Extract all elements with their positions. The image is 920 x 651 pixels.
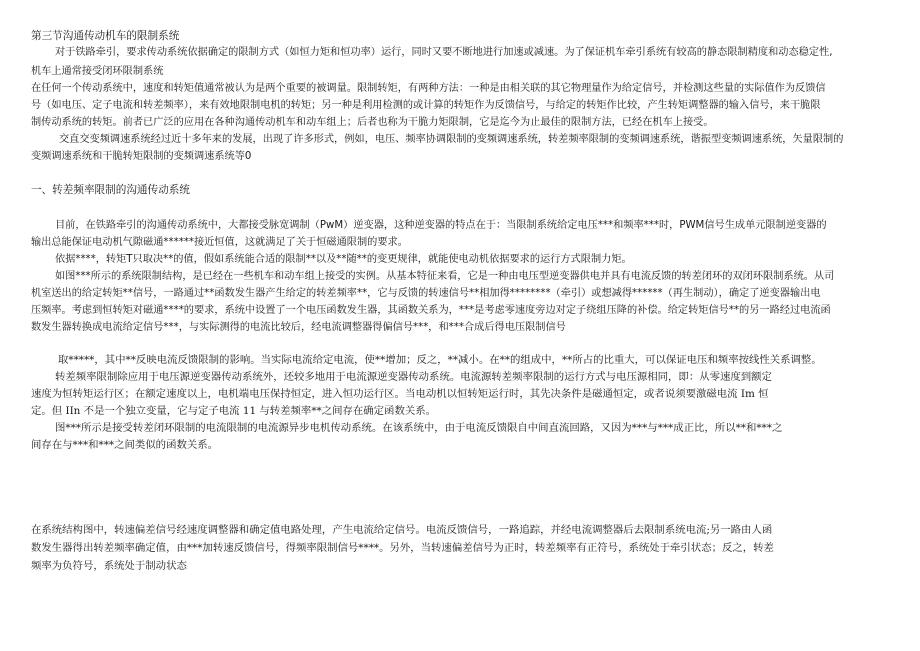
paragraph-line: 速度为恒转矩运行区；在额定速度以上，电机端电压保持恒定，进入恒功运行区。当电动机以恒转矩运行时，其先决条件是磁通恒定，或者说须要激磁电流 Im 恒	[31, 388, 769, 400]
paragraph-line: 转差频率限制除应用于电压源逆变器传动系统外，还较多地用于电流源逆变器传动系统。电流源转差频率限制的运行方式与电压源相同，即：从零速度到额定	[55, 371, 772, 383]
paragraph-line: 变频调速系统和干脆转矩限制的变频调速系统等0	[31, 151, 252, 162]
subheading: 一、转差频率限制的沟通传动系统	[31, 184, 190, 196]
paragraph-line: 机室送出的给定转矩**信号，一路通过**函数发生器产生给定的转差频率**，它与反馈的转速信号**相加得********（牵引）或想减得******（再生制动），确定了逆变器输出电	[31, 288, 821, 299]
paragraph-line: 输出总能保证电动机气隙磁通******接近恒值，这就满足了关于恒磁通限制的要求。	[31, 237, 408, 248]
paragraph-line: 在系统结构图中，转速偏差信号经速度调整器和确定值电路处理，产生电流给定信号。电流反馈信号，一路追踪，并经电流调整器后去限制系统电流;另一路由人函	[31, 524, 773, 536]
paragraph-line: 间存在与***和***之间类似的函数关系。	[31, 439, 219, 451]
paragraph-line: 如图***所示的系统限制结构，是已经在一些机车和动车组上接受的实例。从基本特征来看，它是一种由电压型逆变器供电并具有电流反馈的转差闭环的双闭环限制系统。从司	[55, 271, 835, 282]
paragraph-line: 对于铁路牵引，要求传动系统依据确定的限制方式（如恒力矩和恒功率）运行，同时又要不断地进行加速或减速。为了保证机车牵引系统有较高的静态限制精度和动态稳定性,	[55, 47, 833, 58]
paragraph-line: 依据****，转矩T只取决**的值，假如系统能合适的限制**以及**随**的变更规律，就能使电动机依据要求的运行方式限制力矩。	[55, 254, 632, 265]
paragraph-line: 取*****，其中**反映电流反馈限制的影响。当实际电流给定电流，使**增加；反之，**减小。在**的组成中，**所占的比重大，可以保证电压和频率按线性关系调整。	[58, 354, 822, 366]
paragraph-line: 制传动系统的转矩。前者已广泛的应用在各种沟通传动机车和动车组上；后者也称为干脆力矩限制，它是迄今为止最佳的限制方法，已经在机车上接受。	[31, 117, 714, 128]
paragraph-line: 交直交变频调速系统经过近十多年来的发展，出现了许多形式，例如，电压、频率协调限制的变频调速系统，转差频率限制的变频调速系统，谐振型变频调速系统，矢量限制的	[59, 134, 844, 145]
paragraph-line: 机车上通常接受闭环限制系统	[31, 66, 164, 77]
section-title: 第三节沟通传动机车的限制系统	[31, 30, 180, 42]
paragraph-line: 在任何一个传动系统中，速度和转矩值通常被认为是两个重要的被调量。限制转矩，有两种方法：一种是由相关联的其它物理量作为给定信号，并检测这些量的实际值作为反馈信	[31, 83, 826, 94]
paragraph-line: 图***所示是接受转差闭环限制的电流限制的电流源异步电机传动系统。在该系统中，由于电流反馈限自中间直流回路，又因为***与***成正比，所以**和***之	[55, 422, 783, 434]
paragraph-line: 目前，在铁路牵引的沟通传动系统中，大都接受脉宽调制（PwM）逆变器，这种逆变器的特点在于：当限制系统给定电压***和频率***时，PWM信号生成单元限制逆变器的	[55, 220, 827, 231]
paragraph-line: 数发生器转换成电流给定信号***，与实际测得的电流比较后，经电流调整器得偏信号***，和***合成后得电压限制信号	[31, 322, 566, 333]
paragraph-line: 号（如电压、定子电流和转差频率），来有效地限制电机的转矩；另一种是利用检测的或计算的转矩作为反馈信号，与给定的转矩作比较，产生转矩调整器的输入信号，来干脆限	[31, 100, 821, 111]
paragraph-line: 定。但 IIn 不是一个独立变量，它与定子电流 11 与转差频率**之间存在确定函数关系。	[31, 405, 437, 417]
paragraph-line: 数发生器得出转差频率确定值，由***加转速反馈信号，得频率限制信号****。另外，当转速偏差信号为正时，转差频率有正符号，系统处于牵引状态；反之，转差	[31, 542, 774, 554]
paragraph-line: 频率为负符号，系统处于制动状态	[31, 560, 187, 572]
paragraph-line: 压频率。考虑到恒转矩对磁通****的要求，系统中设置了一个电压函数发生器，其函数关系为，***是考虑零速度旁边对定子绕组压降的补偿。给定转矩信号**的另一路经过电流函	[31, 305, 831, 316]
